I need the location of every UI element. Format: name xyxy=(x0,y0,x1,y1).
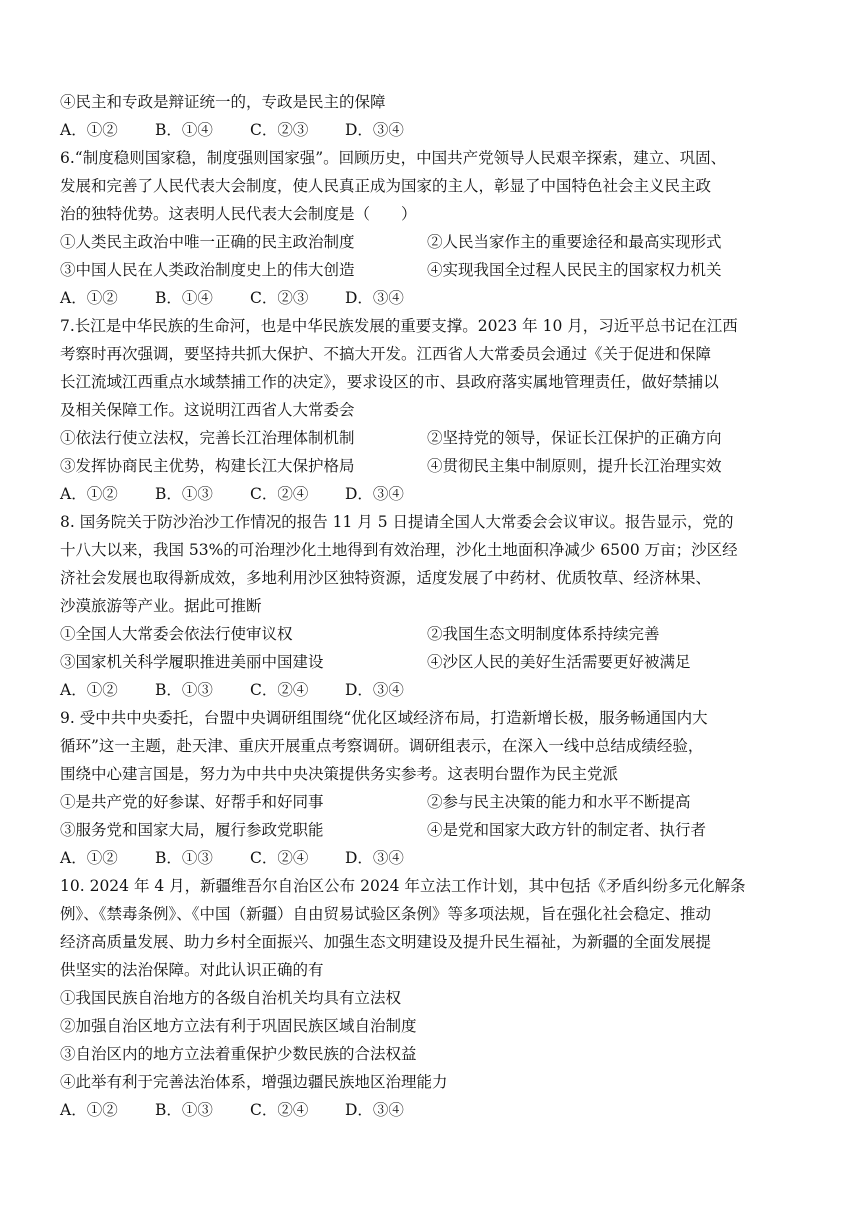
answer-c: C．②③ xyxy=(250,121,309,139)
answer-a: A．①② xyxy=(60,1101,118,1119)
q8-option-2: ②我国生态文明制度体系持续完善 xyxy=(427,625,660,643)
answer-d: D．③④ xyxy=(345,1101,404,1119)
q10-stem-line: 10. 2024 年 4 月，新疆维吾尔自治区公布 2024 年立法工作计划，其中包括《矛盾纠纷多元化解条 xyxy=(60,877,746,895)
q9-options-row xyxy=(60,788,805,816)
q6-stem-line: 6.“制度稳则国家稳，制度强则国家强”。回顾历史，中国共产党领导人民艰辛探索，建立、巩固、 xyxy=(60,149,727,167)
q8-option-1: ①全国人大常委会依法行使审议权 xyxy=(60,625,293,643)
q8-options-row xyxy=(60,648,805,676)
q7-options-row xyxy=(60,452,805,480)
q8-stem-line: 8. 国务院关于防沙治沙工作情况的报告 11 月 5 日提请全国人大常委会会议审议。报告显示，党的 xyxy=(60,513,734,531)
q6-answer-choices xyxy=(60,284,805,312)
answer-a: A．①② xyxy=(60,681,118,699)
answer-c: C．②③ xyxy=(250,289,309,307)
answer-b: B．①③ xyxy=(155,849,213,867)
q8-stem-line: 济社会发展也取得新成效，多地利用沙区独特资源，适度发展了中药材、优质牧草、经济林果、 xyxy=(60,569,712,587)
q9-stem-line: 9. 受中共中央委托，台盟中央调研组围绕“优化区域经济布局，打造新增长极，服务畅通国内大 xyxy=(60,709,708,727)
answer-c: C．②④ xyxy=(250,485,309,503)
exam-page xyxy=(60,88,805,1124)
q9-option-2: ②参与民主决策的能力和水平不断提高 xyxy=(427,793,691,811)
q10-stem-line: 例》、《禁毒条例》、《中国（新疆）自由贸易试验区条例》等多项法规，旨在强化社会稳定、推动 xyxy=(60,905,712,923)
q5-answer-choices xyxy=(60,116,805,144)
q10-stem-line: 供坚实的法治保障。对此认识正确的有 xyxy=(60,961,324,979)
q9-option-4: ④是党和国家大政方针的制定者、执行者 xyxy=(427,821,707,839)
answer-d: D．③④ xyxy=(345,485,404,503)
q9-stem-line: 围绕中心建言国是，努力为中共中央决策提供务实参考。这表明台盟作为民主党派 xyxy=(60,765,619,783)
q7-stem-line: 考察时再次强调，要坚持共抓大保护、不搞大开发。江西省人大常委员会通过《关于促进和保障 xyxy=(60,345,712,363)
answer-c: C．②④ xyxy=(250,681,309,699)
q6-option-1: ①人类民主政治中唯一正确的民主政治制度 xyxy=(60,233,355,251)
q6-stem-line: 发展和完善了人民代表大会制度，使人民真正成为国家的主人，彰显了中国特色社会主义民主政 xyxy=(60,177,712,195)
q10-stem-line: 经济高质量发展、助力乡村全面振兴、加强生态文明建设及提升民生福祉，为新疆的全面发展提 xyxy=(60,933,712,951)
answer-b: B．①③ xyxy=(155,681,213,699)
q8-option-4: ④沙区人民的美好生活需要更好被满足 xyxy=(427,653,691,671)
q8-stem-line: 十八大以来，我国 53%的可治理沙化土地得到有效治理，沙化土地面积净减少 6500 万亩；沙区经 xyxy=(60,541,738,559)
q6-options-row xyxy=(60,228,805,256)
answer-b: B．①③ xyxy=(155,485,213,503)
answer-b: B．①④ xyxy=(155,289,213,307)
answer-a: A．①② xyxy=(60,121,118,139)
q9-answer-choices xyxy=(60,844,805,872)
answer-d: D．③④ xyxy=(345,121,404,139)
answer-b: B．①③ xyxy=(155,1101,213,1119)
q7-option-1: ①依法行使立法权，完善长江治理体制机制 xyxy=(60,429,355,447)
q6-options-row xyxy=(60,256,805,284)
q10-option-1: ①我国民族自治地方的各级自治机关均具有立法权 xyxy=(60,989,402,1007)
q6-option-3: ③中国人民在人类政治制度史上的伟大创造 xyxy=(60,261,355,279)
answer-a: A．①② xyxy=(60,289,118,307)
q10-option-4: ④此举有利于完善法治体系，增强边疆民族地区治理能力 xyxy=(60,1073,448,1091)
answer-c: C．②④ xyxy=(250,849,309,867)
q7-stem-line: 长江流域江西重点水域禁捕工作的决定》，要求设区的市、县政府落实属地管理责任，做好禁捕以 xyxy=(60,373,719,391)
q10-option-2: ②加强自治区地方立法有利于巩固民族区域自治制度 xyxy=(60,1017,417,1035)
q8-stem-line: 沙漠旅游等产业。据此可推断 xyxy=(60,597,262,615)
q6-option-4: ④实现我国全过程人民民主的国家权力机关 xyxy=(427,261,722,279)
q6-stem-line: 治的独特优势。这表明人民代表大会制度是（ ） xyxy=(60,205,417,223)
answer-d: D．③④ xyxy=(345,289,404,307)
q10-option-3: ③自治区内的地方立法着重保护少数民族的合法权益 xyxy=(60,1045,417,1063)
answer-a: A．①② xyxy=(60,849,118,867)
q9-option-1: ①是共产党的好参谋、好帮手和好同事 xyxy=(60,793,324,811)
q8-options-row xyxy=(60,620,805,648)
answer-c: C．②④ xyxy=(250,1101,309,1119)
q9-option-3: ③服务党和国家大局，履行参政党职能 xyxy=(60,821,324,839)
q7-answer-choices xyxy=(60,480,805,508)
q9-options-row xyxy=(60,816,805,844)
answer-d: D．③④ xyxy=(345,681,404,699)
q7-option-2: ②坚持党的领导，保证长江保护的正确方向 xyxy=(427,429,722,447)
q7-stem-line: 7.长江是中华民族的生命河，也是中华民族发展的重要支撑。2023 年 10 月，习近平总书记在江西 xyxy=(60,317,738,335)
answer-d: D．③④ xyxy=(345,849,404,867)
q7-options-row xyxy=(60,424,805,452)
q8-answer-choices xyxy=(60,676,805,704)
q6-option-2: ②人民当家作主的重要途径和最高实现形式 xyxy=(427,233,722,251)
q5-option-4: ④民主和专政是辩证统一的，专政是民主的保障 xyxy=(60,93,386,111)
q8-option-3: ③国家机关科学履职推进美丽中国建设 xyxy=(60,653,324,671)
q7-option-4: ④贯彻民主集中制原则，提升长江治理实效 xyxy=(427,457,722,475)
q9-stem-line: 循环”这一主题，赴天津、重庆开展重点考察调研。调研组表示，在深入一线中总结成绩经验， xyxy=(60,737,704,755)
answer-a: A．①② xyxy=(60,485,118,503)
q10-answer-choices xyxy=(60,1096,805,1124)
answer-b: B．①④ xyxy=(155,121,213,139)
q7-option-3: ③发挥协商民主优势，构建长江大保护格局 xyxy=(60,457,355,475)
q7-stem-line: 及相关保障工作。这说明江西省人大常委会 xyxy=(60,401,355,419)
